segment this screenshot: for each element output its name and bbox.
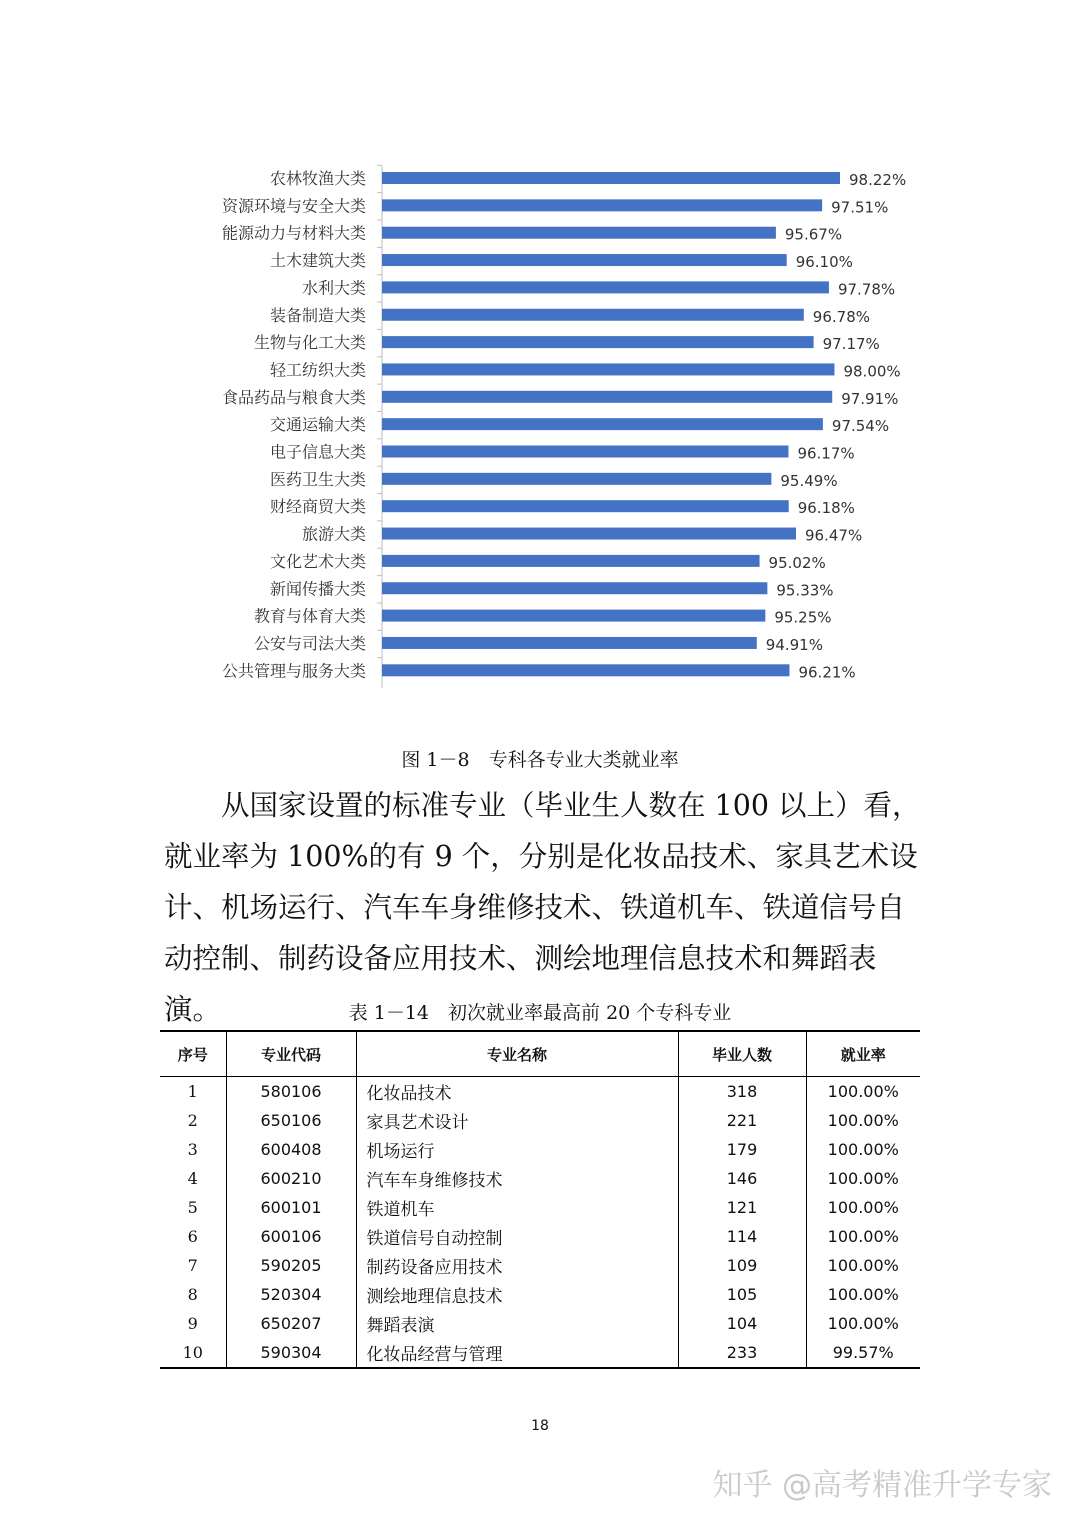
graduates-count: 104 <box>678 1309 806 1338</box>
row-index: 8 <box>160 1280 226 1309</box>
col-header-index: 序号 <box>160 1031 226 1077</box>
major-code: 650106 <box>226 1106 356 1135</box>
chart-data-label: 96.18% <box>797 499 855 518</box>
table-row <box>160 1280 920 1309</box>
chart-category-label: 轻工纺织大类 <box>269 360 366 380</box>
chart-category-label: 公共管理与服务大类 <box>221 661 366 681</box>
chart-data-label: 96.78% <box>812 307 871 326</box>
chart-bar <box>382 664 789 676</box>
chart-data-label: 95.02% <box>768 553 826 572</box>
major-code: 590304 <box>226 1338 356 1368</box>
major-code: 600408 <box>226 1135 356 1164</box>
chart-category-label: 医药卫生大类 <box>269 469 366 489</box>
chart-bar <box>382 281 829 293</box>
figure-caption: 图 1－8 专科各专业大类就业率 <box>401 749 679 771</box>
major-name: 测绘地理信息技术 <box>356 1280 678 1309</box>
chart-category-label: 公安与司法大类 <box>253 633 366 653</box>
major-code: 650207 <box>226 1309 356 1338</box>
chart-category-label: 生物与化工大类 <box>253 333 366 353</box>
graduates-count: 146 <box>678 1164 806 1193</box>
chart-bar <box>382 637 757 649</box>
employment-rate: 100.00% <box>806 1193 920 1222</box>
employment-rate: 100.00% <box>806 1106 920 1135</box>
row-index: 4 <box>160 1164 226 1193</box>
table-row <box>160 1222 920 1251</box>
table-row <box>160 1077 920 1107</box>
graduates-count: 233 <box>678 1338 806 1368</box>
graduates-count: 179 <box>678 1135 806 1164</box>
chart-bar <box>382 610 765 622</box>
employment-rate: 100.00% <box>806 1251 920 1280</box>
chart-category-label: 财经商贸大类 <box>269 497 366 517</box>
chart-category-label: 新闻传播大类 <box>269 579 366 599</box>
employment-rate: 99.57% <box>806 1338 920 1368</box>
employment-rate: 100.00% <box>806 1280 920 1309</box>
col-header-rate: 就业率 <box>806 1031 920 1077</box>
row-index: 6 <box>160 1222 226 1251</box>
major-name: 汽车车身维修技术 <box>356 1164 678 1193</box>
table-header-row <box>160 1031 920 1077</box>
row-index: 10 <box>160 1338 226 1368</box>
major-name: 舞蹈表演 <box>356 1309 678 1338</box>
chart-bar <box>382 500 789 512</box>
row-index: 9 <box>160 1309 226 1338</box>
chart-category-label: 食品药品与粮食大类 <box>221 387 366 407</box>
top-majors-table <box>160 1030 920 1369</box>
employment-rate: 100.00% <box>806 1077 920 1107</box>
row-index: 1 <box>160 1077 226 1107</box>
table-row <box>160 1251 920 1280</box>
major-code: 580106 <box>226 1077 356 1107</box>
chart-bar <box>382 582 767 594</box>
graduates-count: 109 <box>678 1251 806 1280</box>
chart-bar <box>382 473 771 485</box>
major-name: 铁道信号自动控制 <box>356 1222 678 1251</box>
chart-bar <box>382 391 832 403</box>
chart-bar <box>382 418 823 430</box>
major-name: 化妆品经营与管理 <box>356 1338 678 1368</box>
chart-data-label: 95.25% <box>774 608 832 627</box>
graduates-count: 221 <box>678 1106 806 1135</box>
chart-data-label: 94.91% <box>765 635 823 654</box>
chart-category-label: 水利大类 <box>301 278 366 298</box>
chart-bar <box>382 172 840 184</box>
chart-data-label: 97.51% <box>831 198 889 217</box>
major-name: 家具艺术设计 <box>356 1106 678 1135</box>
table-row <box>160 1135 920 1164</box>
chart-data-label: 95.49% <box>780 471 838 490</box>
watermark: 知乎 @高考精准升学专家 <box>712 1468 1052 1503</box>
chart-category-label: 交通运输大类 <box>269 415 366 435</box>
col-header-name: 专业名称 <box>356 1031 678 1077</box>
graduates-count: 121 <box>678 1193 806 1222</box>
major-code: 600106 <box>226 1222 356 1251</box>
chart-data-label: 97.91% <box>841 389 899 408</box>
graduates-count: 318 <box>678 1077 806 1107</box>
chart-category-label: 装备制造大类 <box>269 305 366 325</box>
chart-data-label: 96.10% <box>795 253 853 272</box>
chart-bar <box>382 227 776 239</box>
employment-rate: 100.00% <box>806 1135 920 1164</box>
major-code: 590205 <box>226 1251 356 1280</box>
row-index: 3 <box>160 1135 226 1164</box>
chart-category-label: 电子信息大类 <box>269 442 366 462</box>
table-row <box>160 1338 920 1368</box>
chart-data-label: 95.33% <box>776 581 834 600</box>
major-name: 化妆品技术 <box>356 1077 678 1107</box>
chart-bar <box>382 555 760 567</box>
major-code: 600101 <box>226 1193 356 1222</box>
chart-bar <box>382 446 788 458</box>
body-paragraph: 从国家设置的标准专业（毕业生人数在 100 以上）看，就业率为 100%的有 9 个，分别是化妆品技术、家具艺术设计、机场运行、汽车车身维修技术、铁道机车、铁道信号自动控制、制药设备应用技术、测绘地理信息技术和舞蹈表演。 <box>164 789 921 1026</box>
chart-category-label: 农林牧渔大类 <box>269 169 366 188</box>
chart-data-label: 96.21% <box>798 663 856 682</box>
major-name: 铁道机车 <box>356 1193 678 1222</box>
chart-bar <box>382 363 834 375</box>
employment-rate: 100.00% <box>806 1309 920 1338</box>
graduates-count: 114 <box>678 1222 806 1251</box>
chart-category-label: 能源动力与材料大类 <box>221 223 366 243</box>
row-index: 2 <box>160 1106 226 1135</box>
col-header-code: 专业代码 <box>226 1031 356 1077</box>
employment-rate-bar-chart <box>0 150 1080 690</box>
table-row <box>160 1106 920 1135</box>
chart-data-label: 98.00% <box>843 362 901 381</box>
major-name: 制药设备应用技术 <box>356 1251 678 1280</box>
employment-rate: 100.00% <box>806 1222 920 1251</box>
table-caption: 表 1－14 初次就业率最高前 20 个专科专业 <box>348 1002 732 1024</box>
chart-data-label: 96.47% <box>805 526 863 545</box>
chart-category-label: 文化艺术大类 <box>269 551 366 571</box>
col-header-graduates: 毕业人数 <box>678 1031 806 1077</box>
chart-data-label: 97.54% <box>831 417 890 436</box>
employment-rate: 100.00% <box>806 1164 920 1193</box>
major-code: 520304 <box>226 1280 356 1309</box>
chart-bar <box>382 528 796 540</box>
table-row <box>160 1309 920 1338</box>
chart-bar <box>382 309 804 321</box>
table-row <box>160 1164 920 1193</box>
table-row <box>160 1193 920 1222</box>
major-name: 机场运行 <box>356 1135 678 1164</box>
graduates-count: 105 <box>678 1280 806 1309</box>
row-index: 7 <box>160 1251 226 1280</box>
chart-bar <box>382 199 822 211</box>
chart-data-label: 96.17% <box>797 444 855 463</box>
chart-category-label: 教育与体育大类 <box>253 606 366 626</box>
chart-bar <box>382 254 787 266</box>
chart-data-label: 97.17% <box>822 335 880 354</box>
chart-category-label: 旅游大类 <box>301 524 366 544</box>
chart-category-label: 资源环境与安全大类 <box>221 196 366 216</box>
chart-data-label: 98.22% <box>849 171 907 189</box>
row-index: 5 <box>160 1193 226 1222</box>
major-code: 600210 <box>226 1164 356 1193</box>
chart-data-label: 95.67% <box>784 225 843 244</box>
page-number: 18 <box>531 1418 549 1434</box>
chart-data-label: 97.78% <box>837 280 896 299</box>
chart-category-label: 土木建筑大类 <box>269 251 366 271</box>
chart-bar <box>382 336 814 348</box>
